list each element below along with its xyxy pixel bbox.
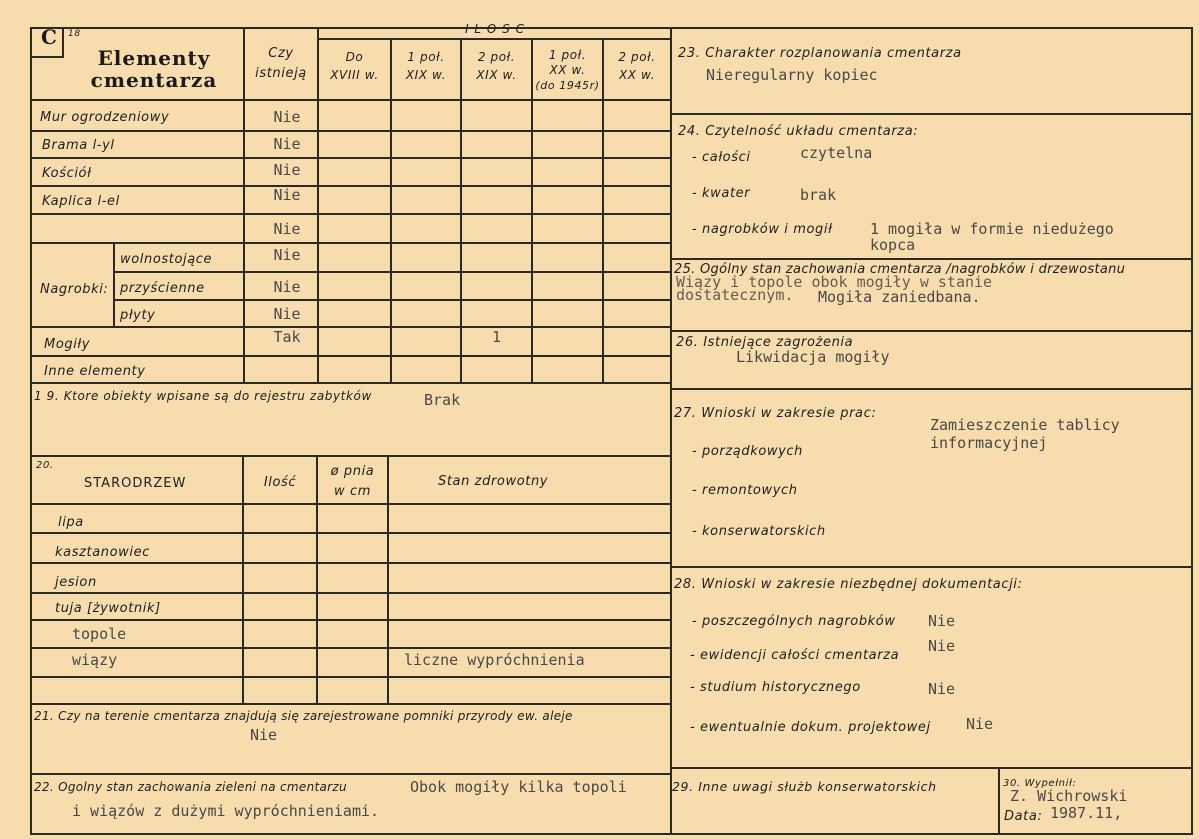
tree-topole: topole [72, 625, 127, 643]
s27-label: 27. Wnioski w zakresie prac: [674, 406, 877, 421]
s26-label: 26. Istniejące zagrożenia [676, 335, 854, 350]
s24-nagrobkow-value2: kopca [870, 236, 916, 254]
tree-lipa: lipa [58, 515, 84, 530]
row-wolnostojace-value: Nie [273, 246, 301, 264]
row-mogily-label: Mogiły [44, 337, 91, 352]
s20-col-pnia: ø pnia w cm [330, 464, 375, 499]
tree-jesion: jesion [55, 575, 97, 590]
s24-kwater: - kwater [692, 186, 751, 201]
row-mogily-value: Tak [273, 328, 301, 346]
nagrobki-label: Nagrobki: [40, 282, 109, 297]
s28-item3-value: Nie [928, 680, 956, 698]
s25-value2: dostatecznym. [676, 286, 794, 304]
row-wolnostojace-label: wolnostojące [120, 252, 213, 267]
row-plyty-label: płyty [120, 308, 156, 323]
s30-name: Z. Wichrowski [1010, 787, 1128, 805]
row-kaplica-value: Nie [273, 186, 301, 204]
tree-wiazy: wiązy [72, 651, 118, 669]
col-2pol-xx: 2 poł. XX w. [618, 50, 656, 82]
s20-col-stan: Stan zdrowotny [438, 474, 549, 489]
s27-konserwatorskich: - konserwatorskich [692, 524, 826, 539]
s23-label: 23. Charakter rozplanowania cmentarza [678, 46, 962, 61]
col-czy-istnieja: Czy istnieją [255, 46, 307, 81]
s27-value1: Zamieszczenie tablicy [930, 416, 1120, 434]
row-mur-label: Mur ogrodzeniowy [40, 110, 170, 125]
s28-item4: - ewentualnie dokum. projektowej [690, 720, 931, 735]
row-empty-value: Nie [273, 220, 301, 238]
s24-nagrobkow: - nagrobków i mogił [692, 222, 833, 237]
s21-label: 21. Czy na terenie cmentarza znajdują się zarejestrowane pomniki przyrody ew. aleje [34, 709, 573, 723]
s28-item2-value: Nie [928, 637, 956, 655]
s28-item1: - poszczególnych nagrobków [692, 614, 896, 629]
s28-item3: - studium historycznego [690, 680, 861, 695]
col-2pol-xix: 2 poł. XIX w. [476, 50, 517, 82]
section18-title: Elementy cmentarza [90, 46, 218, 92]
s27-porzadkowych: - porządkowych [692, 444, 804, 459]
row-kosciol-label: Kościół [42, 166, 92, 181]
col-1pol-xx: 1 poł. XX w. (do 1945r) [535, 48, 600, 92]
s20-title: STARODRZEW [84, 476, 187, 491]
s22-label: 22. Ogolny stan zachowania zieleni na cmentarzu [34, 780, 347, 794]
s27-value2: informacyjnej [930, 434, 1048, 452]
row-mogily-count: 1 [491, 328, 502, 346]
col-1pol-xix: 1 poł. XIX w. [405, 50, 447, 82]
row-przyscienne-value: Nie [273, 278, 301, 296]
corner-number: 18 [68, 29, 81, 39]
s27-remontowych: - remontowych [692, 483, 798, 498]
s24-calosci: - całości [692, 150, 751, 165]
tree-wiazy-stan: liczne wypróchnienia [404, 651, 585, 669]
s21-value: Nie [250, 726, 278, 744]
row-brama-value: Nie [273, 135, 301, 153]
s30-label: 30. Wypełnił: [1003, 778, 1077, 789]
s25-label: 25. Ogólny stan zachowania cmentarza /nagrobków i drzewostanu [674, 262, 1126, 277]
row-przyscienne-label: przyścienne [120, 281, 205, 296]
s26-value: Likwidacja mogiły [736, 348, 890, 366]
s20-col-ilosc: Ilość [263, 475, 297, 490]
corner-letter: C [41, 25, 57, 49]
col-do-xviii: Do XVIII w. [330, 50, 379, 82]
s22-value-line2: i wiązów z dużymi wypróchnieniami. [72, 802, 380, 820]
s25-value1: Wiązy i topole obok mogiły w stanie [676, 273, 993, 291]
s24-calosci-value: czytelna [800, 144, 873, 162]
s20-num: 20. [36, 460, 54, 471]
row-brama-label: Brama l-yl [42, 138, 115, 153]
s23-value: Nieregularny kopiec [706, 66, 878, 84]
s25-value3: Mogiła zaniedbana. [818, 288, 981, 306]
s28-label: 28. Wnioski w zakresie niezbędnej dokumentacji: [674, 577, 1023, 592]
s24-kwater-value: brak [800, 186, 837, 204]
s24-label: 24. Czytelność układu cmentarza: [678, 124, 919, 139]
row-kaplica-label: Kaplica l-el [42, 194, 120, 209]
row-plyty-value: Nie [273, 305, 301, 323]
s22-value-line1: Obok mogiły kilka topoli [410, 778, 627, 796]
row-inne-label: Inne elementy [44, 364, 146, 379]
row-kosciol-value: Nie [273, 161, 301, 179]
s30-date: 1987.11, [1050, 804, 1123, 822]
s19-value: Brak [424, 391, 461, 409]
s24-nagrobkow-value1: 1 mogiła w formie niedużego [870, 220, 1114, 238]
tree-kasztanowiec: kasztanowiec [55, 545, 150, 560]
s28-item2: - ewidencji całości cmentarza [690, 648, 900, 663]
tree-tuja: tuja [żywotnik] [55, 601, 161, 616]
ilosc-header: I L O S C [465, 22, 525, 36]
s19-label: 1 9. Ktore obiekty wpisane są do rejestru zabytków [34, 389, 372, 403]
s28-item1-value: Nie [928, 612, 956, 630]
s30-data-label: Data: [1004, 809, 1043, 824]
s29-label: 29. Inne uwagi służb konserwatorskich [672, 779, 937, 794]
s28-item4-value: Nie [966, 715, 994, 733]
row-mur-value: Nie [273, 108, 301, 126]
